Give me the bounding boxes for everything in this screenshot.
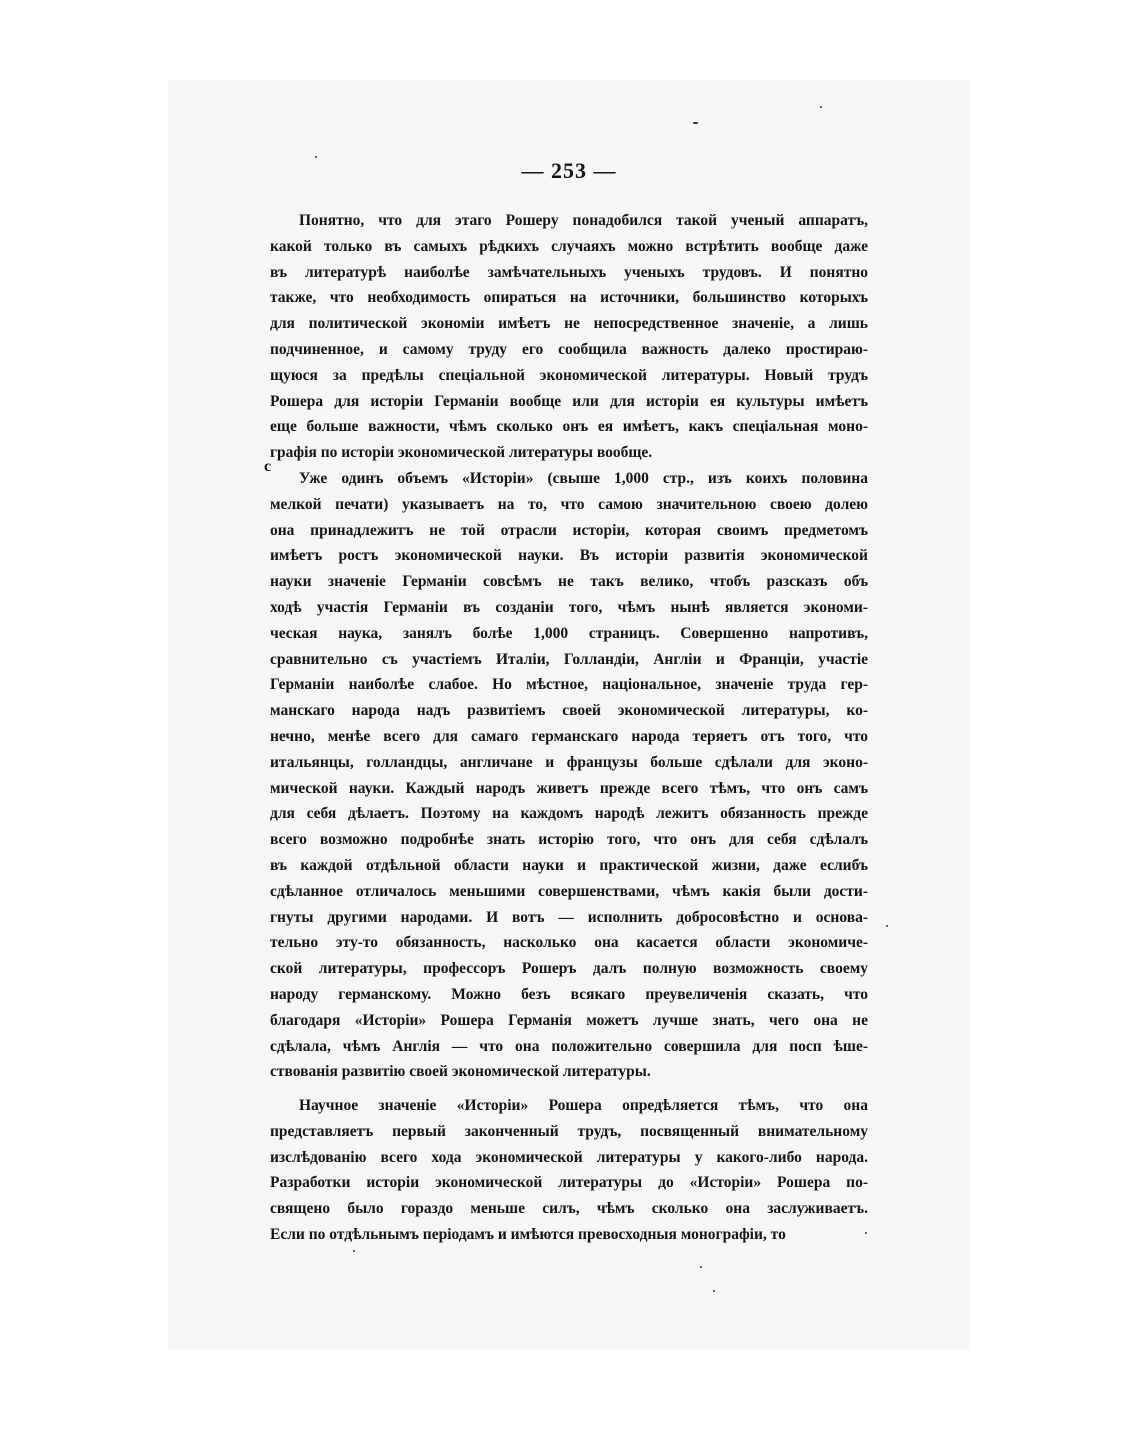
text-line: имѣетъ ростъ экономической науки. Въ исторіи развитія экономической	[270, 547, 868, 565]
text-line: представляетъ первый законченный трудъ, посвященный внимательному	[270, 1122, 868, 1140]
text-line: Научное значеніе «Исторіи» Рошера опредѣляется тѣмъ, что она	[299, 1097, 868, 1115]
text-line: ствованія развитію своей экономической литературы.	[270, 1063, 651, 1081]
text-line: манскаго народа надъ развитіемъ своей экономической литературы, ко-	[270, 702, 868, 720]
text-line: ской литературы, профессоръ Рошеръ далъ полную возможность своему	[270, 960, 868, 978]
text-line: также, что необходимость опираться на источники, большинство которыхъ	[270, 289, 868, 307]
speck	[820, 106, 822, 108]
text-line: подчиненное, и самому труду его сообщила важность далеко простираю-	[270, 340, 868, 358]
margin-mark: c	[264, 458, 272, 475]
text-line: мелкой печати) указываетъ на то, что самою значительною своею долею	[270, 495, 868, 513]
text-line: сдѣланное отличалось меньшими совершенствами, чѣмъ какія были дости-	[270, 882, 868, 900]
text-line: сдѣлала, чѣмъ Англія — что она положительно совершила для посп ѣше-	[270, 1037, 868, 1055]
speck	[353, 1250, 355, 1252]
speck	[865, 1232, 867, 1234]
text-line: ческая наука, занялъ болѣе 1,000 страницъ. Совершенно напротивъ,	[270, 624, 868, 642]
text-line: гнуты другими народами. И вотъ — исполнить добросовѣстно и основа-	[270, 908, 868, 926]
text-line: ходѣ участія Германіи въ созданіи того, чѣмъ нынѣ является экономи-	[270, 598, 868, 616]
text-line: всего возможно подробнѣе знать исторію того, что онъ для себя сдѣлалъ	[270, 831, 868, 849]
text-line: священо было гораздо меньше силъ, чѣмъ сколько она заслуживаетъ.	[270, 1200, 868, 1218]
paragraph-gap	[270, 1085, 868, 1093]
text-line: благодаря «Исторіи» Рошера Германія можетъ лучше знать, чего она не	[270, 1011, 868, 1029]
text-line: науки значеніе Германіи совсѣмъ не такъ велико, чтобъ разсказъ объ	[270, 573, 868, 591]
text-line: изслѣдованію всего хода экономической литературы у какого-либо народа.	[270, 1148, 868, 1166]
text-line: Уже одинъ объемъ «Исторіи» (свыше 1,000 стр., изъ коихъ половина	[299, 469, 868, 487]
text-line: какой только въ самыхъ рѣдкихъ случаяхъ можно встрѣтить вообще даже	[270, 237, 868, 255]
text-line: для себя дѣлаетъ. Поэтому на каждомъ народѣ лежитъ обязанность прежде	[270, 805, 868, 823]
book-page	[168, 80, 970, 1350]
text-line: въ литературѣ наиболѣе замѣчательныхъ ученыхъ трудовъ. И понятно	[270, 263, 868, 281]
text-line: еще больше важности, чѣмъ сколько онъ ея имѣетъ, какъ спеціальная моно-	[270, 418, 868, 436]
page-number: — 253 —	[521, 158, 617, 183]
text-line: она принадлежитъ не той отрасли исторіи, которая своимъ предметомъ	[270, 521, 868, 539]
text-line: тельно эту-то обязанность, насколько она касается области экономиче-	[270, 934, 868, 952]
text-line: Если по отдѣльнымъ періодамъ и имѣются превосходныя монографіи, то	[270, 1226, 786, 1244]
body-text	[270, 208, 868, 1248]
text-line: въ каждой отдѣльной области науки и практической жизни, даже еслибъ	[270, 856, 868, 874]
text-line: Понятно, что для этаго Рошеру понадобился такой ученый аппаратъ,	[299, 212, 868, 229]
text-line: Германіи наиболѣе слабое. Но мѣстное, національное, значеніе труда гер-	[270, 676, 868, 694]
text-line: итальянцы, голландцы, англичане и французы больше сдѣлали для эконо-	[270, 753, 868, 771]
speck	[315, 156, 317, 158]
text-line: сравнительно съ участіемъ Италіи, Голландіи, Англіи и Франціи, участіе	[270, 650, 868, 668]
text-line: нечно, менѣе всего для самаго германскаго народа теряетъ отъ того, что	[270, 727, 868, 745]
text-line: народу германскому. Можно безъ всякаго преувеличенія сказать, что	[270, 985, 868, 1003]
text-line: для политической экономіи имѣетъ не непосредственное значеніе, а лишь	[270, 315, 868, 333]
text-line: графія по исторіи экономической литературы вообще.	[270, 444, 653, 462]
text-line: мической науки. Каждый народъ живетъ прежде всего тѣмъ, что онъ самъ	[270, 779, 868, 797]
speck	[713, 1290, 715, 1292]
text-line: Разработки исторіи экономической литературы до «Исторіи» Рошера по-	[270, 1174, 868, 1192]
speck	[886, 925, 888, 927]
text-line: Рошера для исторіи Германіи вообще или для исторіи ея культуры имѣетъ	[270, 392, 868, 410]
text-line: щуюся за предѣлы спеціальной экономической литературы. Новый трудъ	[270, 366, 868, 384]
speck	[700, 1266, 702, 1268]
speck	[693, 122, 698, 124]
